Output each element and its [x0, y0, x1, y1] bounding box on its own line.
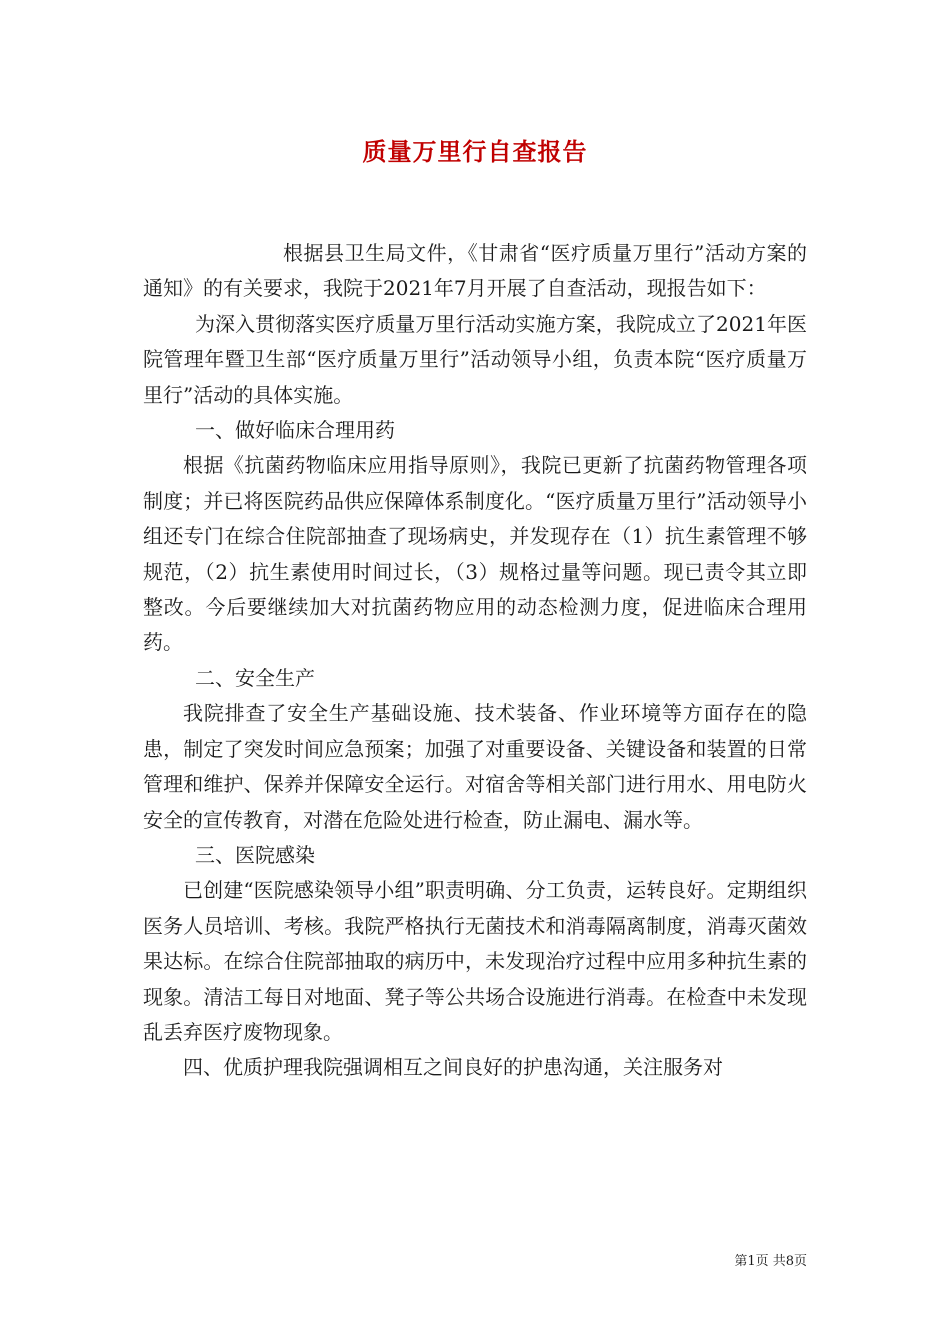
document-body — [143, 236, 807, 1086]
document-title: 质量万里行自查报告 — [362, 137, 588, 166]
section-heading-infection: 三、医院感染 — [195, 842, 315, 867]
section-heading-safety: 二、安全生产 — [195, 665, 315, 690]
paragraph-medication: 根据《抗菌药物临床应用指导原则》，我院已更新了抗菌药物管理各项制度；并已将医院药品供应保障体系制度化。“医疗质量万里行”活动领导小组还专门在综合住院部抽查了现场病史，并发现存在（1）抗生素管理不够规范，（2）抗生素使用时间过长，（3）规格过量等问题。现已责令其立即整改。今后要继续加大对抗菌药物应用的动态检测力度，促进临床合理用药。 — [143, 453, 807, 655]
section-heading-medication: 一、做好临床合理用药 — [195, 418, 395, 443]
paragraph-intro: 根据县卫生局文件，《甘肃省“医疗质量万里行”活动方案的通知》的有关要求，我院于2021年7月开展了自查活动，现报告如下： — [143, 241, 807, 301]
paragraph-nursing: 四、优质护理我院强调相互之间良好的护患沟通，关注服务对 — [183, 1055, 723, 1080]
paragraph-leadership: 为深入贯彻落实医疗质量万里行活动实施方案，我院成立了2021年医院管理年暨卫生部“医疗质量万里行”活动领导小组，负责本院“医疗质量万里行”活动的具体实施。 — [143, 311, 807, 407]
paragraph-safety: 我院排查了安全生产基础设施、技术装备、作业环境等方面存在的隐患，制定了突发时间应急预案；加强了对重要设备、关键设备和装置的日常管理和维护、保养并保障安全运行。对宿舍等相关部门进行用水、用电防火安全的宣传教育，对潜在危险处进行检查，防止漏电、漏水等。 — [143, 701, 807, 832]
page-number: 第1页 共8页 — [734, 1254, 807, 1269]
paragraph-infection: 已创建“医院感染领导小组”职责明确、分工负责，运转良好。定期组织医务人员培训、考核。我院严格执行无菌技术和消毒隔离制度，消毒灭菌效果达标。在综合住院部抽取的病历中，未发现治疗过程中应用多种抗生素的现象。清洁工每日对地面、凳子等公共场合设施进行消毒。在检查中未发现乱丢弃医疗废物现象。 — [143, 878, 807, 1044]
